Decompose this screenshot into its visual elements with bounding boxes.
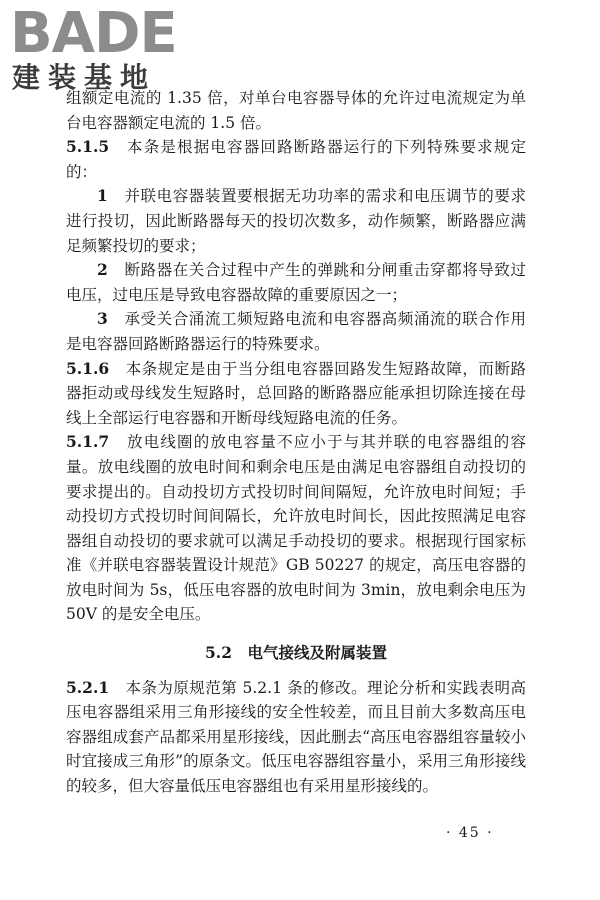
list-item-1 — [66, 184, 526, 258]
brand-logo — [10, 1, 180, 94]
item-number: 1 — [97, 186, 108, 206]
paragraph-text: 组额定电流的 1.35 倍，对单台电容器导体的允许过电流规定为单台电容器额定电流的 1.5 倍。 — [66, 89, 526, 132]
clause-5-1-6 — [66, 357, 526, 431]
logo-wordmark: BADE — [10, 1, 177, 66]
clause-text: 放电线圈的放电容量不应小于与其并联的电容器组的容量。放电线圈的放电时间和剩余电压是由满足电容器组自动投切的要求提出的。自动投切方式投切时间间隔短，允许放电时间短；手动投切方式投切时间间隔长，允许放电时间长，因此按照满足电容器组自动投切的要求就可以满足手动投切的要求。根据现行国家标准《并联电容器装置设计规范》GB 50227 的规定，高压电容器的放电时间为 5s，低压电容器的放电时间为 3min，放电剩余电压为 50V 的是安全电压。 — [66, 433, 526, 624]
item-number: 2 — [97, 260, 108, 280]
list-item-2 — [66, 258, 526, 307]
clause-text: 本条是根据电容器回路断路器运行的下列特殊要求规定的： — [66, 138, 526, 181]
clause-number: 5.1.6 — [66, 358, 110, 378]
item-text: 并联电容器装置要根据无功功率的需求和电压调节的要求进行投切，因此断路器每天的投切次数多，动作频繁，断路器应满足频繁投切的要求； — [66, 187, 526, 255]
item-text: 承受关合涌流工频短路电流和电容器高频涌流的联合作用是电容器回路断路器运行的特殊要求。 — [66, 310, 526, 353]
item-text: 断路器在关合过程中产生的弹跳和分闸重击穿都将导致过电压，过电压是导致电容器故障的重要原因之一； — [66, 261, 526, 304]
clause-5-2-1 — [66, 676, 526, 799]
clause-text: 本条为原规范第 5.2.1 条的修改。理论分析和实践表明高压电容器组采用三角形接线的安全性较差，而且目前大多数高压电容器组成套产品都采用星形接线，因此删去“高压电容器组容量较小时宜接成三角形”的原条文。低压电容器组容量小，采用三角形接线的较多，但大容量低压电容器组也有采用星形接线的。 — [66, 678, 526, 796]
clause-number: 5.2.1 — [66, 677, 110, 697]
list-item-3 — [66, 307, 526, 356]
logo-subtitle: 建装基地 — [12, 61, 157, 94]
paragraph-continuation — [66, 86, 526, 135]
clause-text: 本条规定是由于当分组电容器回路发生短路故障，而断路器拒动或母线发生短路时，总回路的断路器应能承担切除连接在母线上全部运行电容器和开断母线短路电流的任务。 — [66, 359, 526, 427]
clause-number: 5.1.7 — [66, 432, 110, 452]
document-body — [66, 86, 526, 799]
clause-5-1-7 — [66, 430, 526, 627]
item-number: 3 — [97, 309, 108, 329]
section-heading: 5.2 电气接线及附属装置 — [205, 643, 387, 663]
clause-number: 5.1.5 — [66, 137, 110, 157]
clause-5-1-5 — [66, 135, 526, 184]
page-number: · 45 · — [446, 825, 494, 841]
